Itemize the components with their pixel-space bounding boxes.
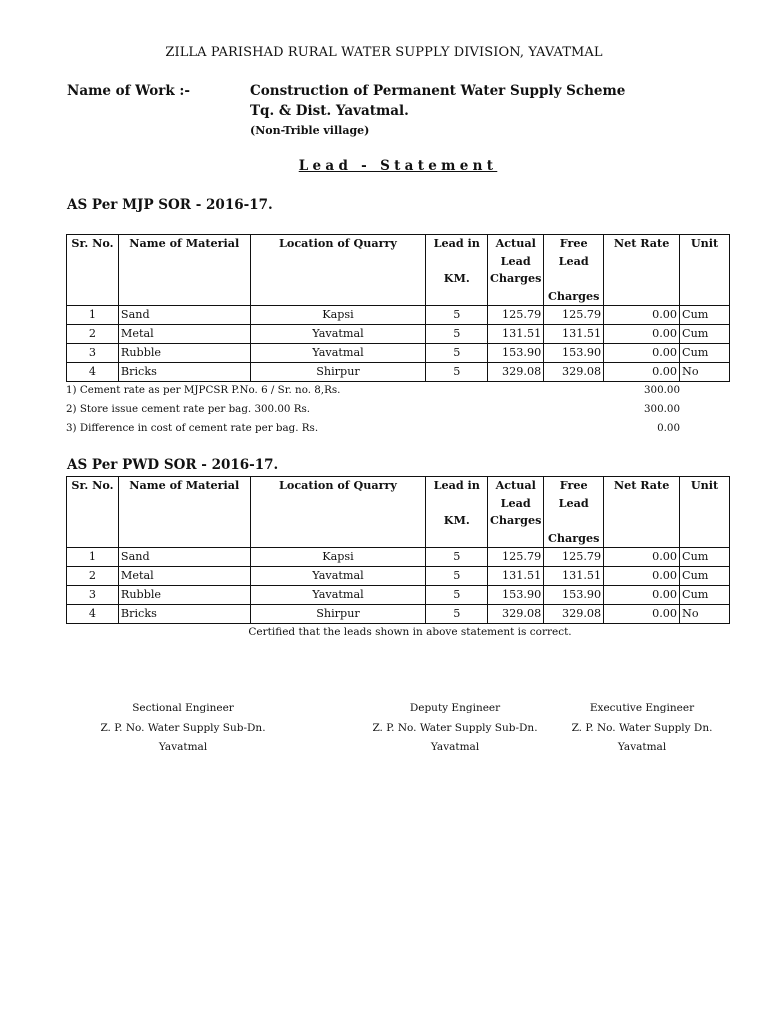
cell-lead: 5	[426, 325, 488, 344]
cell-material: Metal	[118, 325, 250, 344]
signatory-title: Sectional Engineer	[132, 702, 234, 714]
cell-free: 125.79	[544, 548, 604, 567]
col-header-sr-no: Sr. No.	[67, 477, 119, 548]
work-line-3: (Non-Trible village)	[250, 124, 370, 137]
organization-title: ZILLA PARISHAD RURAL WATER SUPPLY DIVISION, YAVATMAL	[165, 45, 603, 60]
signatory-title: Deputy Engineer	[409, 702, 501, 714]
cell-unit: Cum	[680, 306, 730, 325]
cell-location: Yavatmal	[250, 586, 426, 605]
pwd-lead-table	[66, 476, 730, 624]
cell-lead: 5	[426, 363, 488, 382]
table-row	[67, 325, 730, 344]
cell-unit: Cum	[680, 325, 730, 344]
cell-net-rate: 0.00	[604, 344, 680, 363]
cell-actual: 125.79	[488, 306, 544, 325]
cell-unit: No	[680, 605, 730, 624]
mjp-section-title: AS Per MJP SOR - 2016-17.	[67, 197, 273, 213]
cell-location: Yavatmal	[250, 344, 426, 363]
signatory-place: Yavatmal	[158, 741, 208, 753]
col-header-net-rate: Net Rate	[604, 235, 680, 306]
signatory-executive-engineer	[542, 699, 742, 758]
cell-unit: Cum	[680, 586, 730, 605]
cell-unit: No	[680, 363, 730, 382]
cell-free: 153.90	[544, 344, 604, 363]
note-difference-value: 0.00	[657, 422, 680, 434]
cell-location: Kapsi	[250, 306, 426, 325]
cell-location: Shirpur	[250, 605, 426, 624]
cell-location: Yavatmal	[250, 567, 426, 586]
col-header-location: Location of Quarry	[250, 235, 426, 306]
cell-net-rate: 0.00	[604, 325, 680, 344]
cell-material: Bricks	[118, 605, 250, 624]
cell-sr: 2	[67, 567, 119, 586]
cell-free: 153.90	[544, 586, 604, 605]
col-header-free-lead-charges: Free Lead Charges	[544, 477, 604, 548]
cell-actual: 329.08	[488, 605, 544, 624]
cell-actual: 153.90	[488, 344, 544, 363]
table-row	[67, 306, 730, 325]
col-header-actual-lead-charges: Actual Lead Charges	[488, 477, 544, 548]
signatory-sectional-engineer	[83, 699, 283, 758]
cell-material: Bricks	[118, 363, 250, 382]
table-row	[67, 586, 730, 605]
col-header-lead: Lead in KM.	[426, 235, 488, 306]
col-header-lead: Lead in KM.	[426, 477, 488, 548]
col-header-actual-lead-charges: Actual Lead Charges	[488, 235, 544, 306]
cell-material: Rubble	[118, 586, 250, 605]
signatory-office: Z. P. No. Water Supply Dn.	[571, 721, 713, 734]
pwd-section-title: AS Per PWD SOR - 2016-17.	[67, 457, 279, 473]
note-cement-rate: 1) Cement rate as per MJPCSR P.No. 6 / Sr. no. 8,Rs.	[66, 384, 341, 396]
cell-actual: 131.51	[488, 567, 544, 586]
cell-lead: 5	[426, 548, 488, 567]
cell-unit: Cum	[680, 548, 730, 567]
cell-net-rate: 0.00	[604, 306, 680, 325]
cell-sr: 1	[67, 306, 119, 325]
note-store-issue-rate-value: 300.00	[643, 403, 680, 415]
cell-location: Shirpur	[250, 363, 426, 382]
work-line-2: Tq. & Dist. Yavatmal.	[250, 103, 409, 119]
signatory-title: Executive Engineer	[589, 702, 695, 714]
work-line-1: Construction of Permanent Water Supply Scheme	[250, 83, 626, 99]
signatory-place: Yavatmal	[430, 741, 480, 753]
cell-actual: 125.79	[488, 548, 544, 567]
cell-net-rate: 0.00	[604, 586, 680, 605]
table-row	[67, 605, 730, 624]
cell-free: 131.51	[544, 325, 604, 344]
cell-lead: 5	[426, 344, 488, 363]
col-header-sr-no: Sr. No.	[67, 235, 119, 306]
cell-location: Kapsi	[250, 548, 426, 567]
cell-net-rate: 0.00	[604, 605, 680, 624]
cell-free: 125.79	[544, 306, 604, 325]
cell-sr: 1	[67, 548, 119, 567]
cell-sr: 2	[67, 325, 119, 344]
cell-lead: 5	[426, 567, 488, 586]
cell-material: Rubble	[118, 344, 250, 363]
table-row	[67, 548, 730, 567]
col-header-unit: Unit	[680, 477, 730, 548]
cell-lead: 5	[426, 586, 488, 605]
note-difference: 3) Difference in cost of cement rate per bag. Rs.	[66, 422, 319, 434]
col-header-unit: Unit	[680, 235, 730, 306]
note-cement-rate-value: 300.00	[643, 384, 680, 396]
col-header-location: Location of Quarry	[250, 477, 426, 548]
signatory-office: Z. P. No. Water Supply Sub-Dn.	[372, 721, 538, 734]
cell-sr: 4	[67, 363, 119, 382]
cell-material: Sand	[118, 306, 250, 325]
name-of-work-label: Name of Work :-	[67, 83, 190, 99]
table-row	[67, 363, 730, 382]
cell-actual: 131.51	[488, 325, 544, 344]
signatory-place: Yavatmal	[617, 741, 667, 753]
cell-material: Metal	[118, 567, 250, 586]
cell-free: 329.08	[544, 363, 604, 382]
col-header-material: Name of Material	[118, 477, 250, 548]
col-header-net-rate: Net Rate	[604, 477, 680, 548]
cell-free: 131.51	[544, 567, 604, 586]
table-header-row	[67, 235, 730, 306]
note-store-issue-rate: 2) Store issue cement rate per bag. 300.00 Rs.	[66, 403, 311, 415]
signatory-office: Z. P. No. Water Supply Sub-Dn.	[100, 721, 266, 734]
cell-lead: 5	[426, 306, 488, 325]
cell-net-rate: 0.00	[604, 363, 680, 382]
table-header-row	[67, 477, 730, 548]
statement-title: Lead - Statement	[298, 158, 498, 174]
cell-sr: 4	[67, 605, 119, 624]
cell-material: Sand	[118, 548, 250, 567]
cell-free: 329.08	[544, 605, 604, 624]
table-row	[67, 567, 730, 586]
cell-unit: Cum	[680, 567, 730, 586]
cell-sr: 3	[67, 586, 119, 605]
cell-actual: 153.90	[488, 586, 544, 605]
table-row	[67, 344, 730, 363]
cell-location: Yavatmal	[250, 325, 426, 344]
certification-text: Certified that the leads shown in above statement is correct.	[248, 626, 572, 638]
cell-unit: Cum	[680, 344, 730, 363]
cell-sr: 3	[67, 344, 119, 363]
col-header-material: Name of Material	[118, 235, 250, 306]
cell-actual: 329.08	[488, 363, 544, 382]
cell-net-rate: 0.00	[604, 548, 680, 567]
cell-net-rate: 0.00	[604, 567, 680, 586]
cell-lead: 5	[426, 605, 488, 624]
signatory-deputy-engineer	[355, 699, 555, 758]
col-header-free-lead-charges: Free Lead Charges	[544, 235, 604, 306]
mjp-lead-table	[66, 234, 730, 382]
